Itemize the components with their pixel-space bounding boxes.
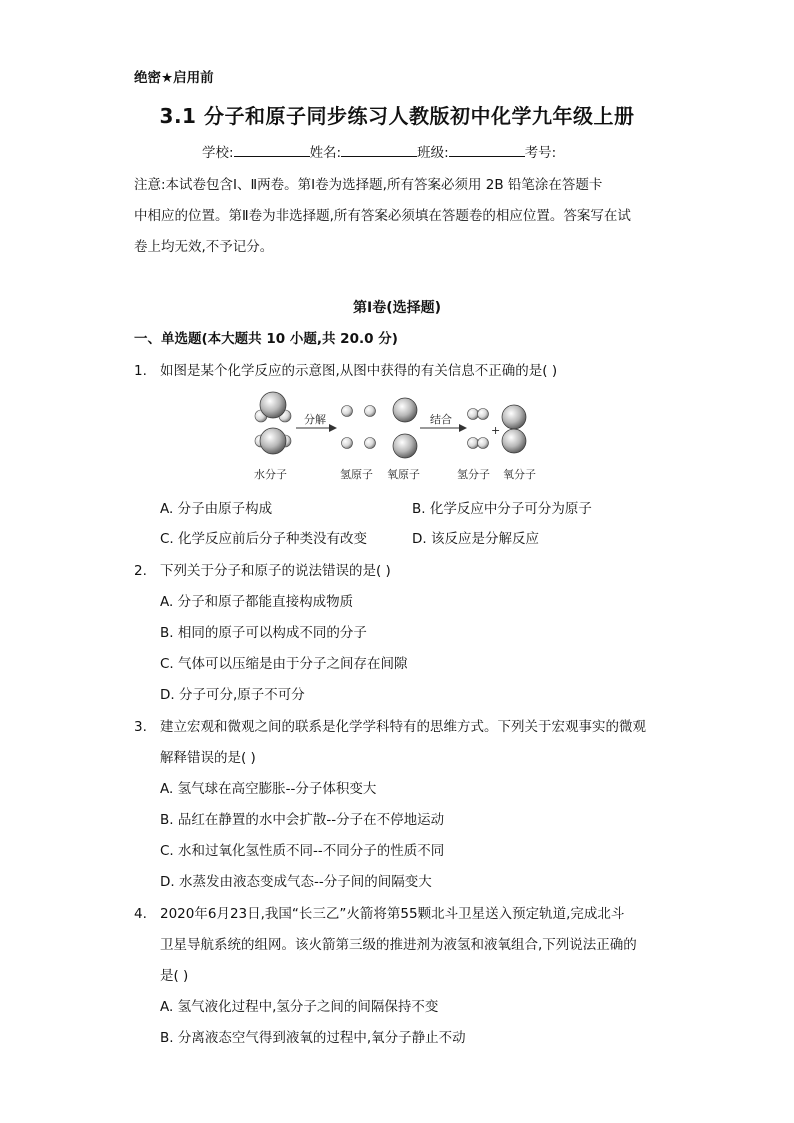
name-blank[interactable] (341, 144, 417, 157)
school-blank[interactable] (234, 144, 310, 157)
question-number: 1. (134, 363, 147, 379)
notice-block (134, 170, 664, 263)
option-b[interactable]: B. 分离液态空气得到液氧的过程中,氧分子静止不动 (160, 1030, 466, 1046)
question-number: 3. (134, 719, 147, 735)
question-text: 如图是某个化学反应的示意图,从图中获得的有关信息不正确的是( ) (160, 363, 558, 379)
confidential-mark: 绝密★启用前 (134, 70, 214, 86)
reaction-diagram (244, 390, 564, 490)
school-label: 学校: (202, 145, 234, 161)
question-number: 2. (134, 563, 147, 579)
notice-line: 注意:本试卷包含Ⅰ、Ⅱ两卷。第Ⅰ卷为选择题,所有答案必须用 2B 铅笔涂在答题卡 (134, 177, 603, 193)
option-a[interactable]: A. 分子和原子都能直接构成物质 (160, 594, 354, 610)
oxygen-molecule (502, 405, 526, 453)
class-blank[interactable] (449, 144, 525, 157)
label-oxygen-molecule: 氧分子 (503, 468, 536, 481)
option-b[interactable]: B. 相同的原子可以构成不同的分子 (160, 625, 367, 641)
page-title: 3.1 分子和原子同步练习人教版初中化学九年级上册 (159, 104, 635, 128)
plus-icon: + (491, 424, 501, 437)
name-label: 姓名: (309, 145, 342, 161)
label-hydrogen-molecule: 氢分子 (457, 468, 490, 481)
option-b[interactable]: B. 化学反应中分子可分为原子 (412, 501, 592, 517)
question-text: 建立宏观和微观之间的联系是化学学科特有的思维方式。下列关于宏观事实的微观 (160, 719, 646, 735)
option-a[interactable]: A. 分子由原子构成 (160, 501, 273, 517)
class-label: 班级: (417, 145, 449, 161)
question-2 (134, 559, 391, 579)
notice-line: 卷上均无效,不予记分。 (134, 239, 274, 255)
question-text-continued: 是( ) (160, 968, 189, 984)
oxygen-atoms (393, 398, 417, 458)
label-hydrogen-atom: 氢原子 (340, 468, 373, 481)
label-water-molecule: 水分子 (254, 468, 287, 481)
option-a[interactable]: A. 氢气液化过程中,氢分子之间的间隔保持不变 (160, 999, 439, 1015)
option-d[interactable]: D. 分子可分,原子不可分 (160, 687, 305, 703)
question-4 (134, 902, 624, 922)
option-a[interactable]: A. 氢气球在高空膨胀--分子体积变大 (160, 781, 377, 797)
exam-no-label: 考号: (524, 145, 557, 161)
option-b[interactable]: B. 品红在静置的水中会扩散--分子在不停地运动 (160, 812, 445, 828)
arrow-label-combine: 结合 (430, 413, 452, 426)
question-text: 2020年6月23日,我国“长三乙”火箭将第55颗北斗卫星送入预定轨道,完成北斗 (160, 906, 625, 922)
option-c[interactable]: C. 气体可以压缩是由于分子之间存在间隙 (160, 656, 408, 672)
question-1 (134, 359, 557, 379)
question-text-continued: 卫星导航系统的组网。该火箭第三级的推进剂为液氢和液氧组合,下列说法正确的 (160, 937, 637, 953)
question-number: 4. (134, 906, 147, 922)
hydrogen-molecules (468, 409, 489, 449)
option-d[interactable]: D. 该反应是分解反应 (412, 531, 539, 547)
question-3 (134, 715, 646, 735)
option-d[interactable]: D. 水蒸发由液态变成气态--分子间的间隔变大 (160, 874, 432, 890)
water-molecule-top (255, 392, 291, 422)
question-text: 下列关于分子和原子的说法错误的是( ) (160, 563, 391, 579)
notice-line: 中相应的位置。第Ⅱ卷为非选择题,所有答案必须填在答题卷的相应位置。答案写在试 (134, 208, 631, 224)
water-molecule-bottom (255, 428, 291, 454)
question-text-continued: 解释错误的是( ) (160, 750, 256, 766)
arrow-label-decompose: 分解 (304, 413, 326, 426)
question-group-title: 一、单选题(本大题共 10 小题,共 20.0 分) (134, 331, 398, 347)
water-decomposition-figure (244, 390, 564, 490)
section-title: 第Ⅰ卷(选择题) (352, 300, 441, 316)
option-c[interactable]: C. 化学反应前后分子种类没有改变 (160, 531, 368, 547)
hydrogen-atoms (342, 406, 376, 449)
label-oxygen-atom: 氧原子 (387, 468, 420, 481)
student-info-line (202, 141, 556, 161)
option-c[interactable]: C. 水和过氧化氢性质不同--不同分子的性质不同 (160, 843, 445, 859)
